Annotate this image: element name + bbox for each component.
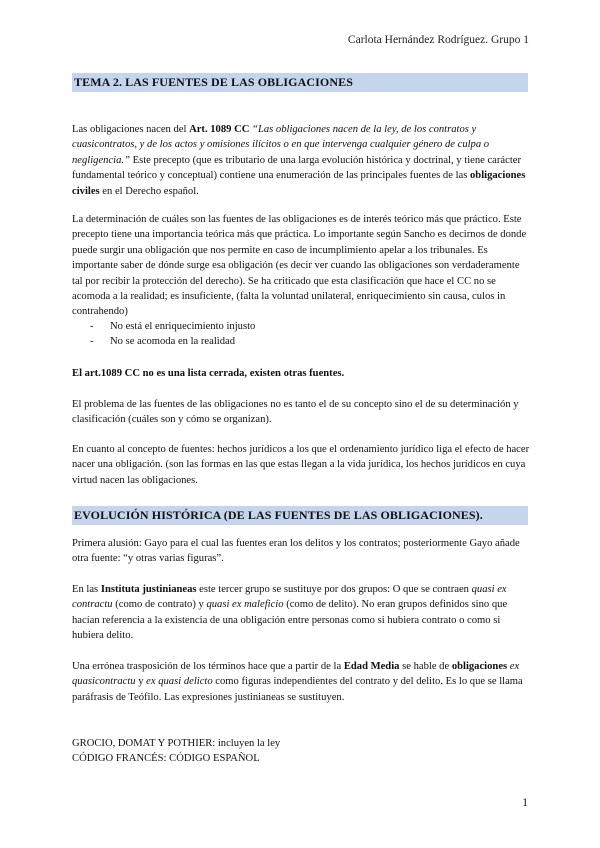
paragraph-problema-fuentes: El problema de las fuentes de las obligaciones no es tanto el de su concepto sino el de su determinación y clasificación (cuáles son y cómo se organizan).	[72, 399, 519, 426]
p1-text-1: Las obligaciones nacen del	[72, 124, 190, 135]
list-item	[90, 319, 510, 334]
p7-italic-maleficio: quasi ex maleficio	[206, 599, 284, 611]
p8-italic-quasi-delicto: ex quasi delicto	[146, 676, 213, 688]
page-number: 1	[522, 797, 528, 809]
paragraph-instituta	[72, 582, 530, 644]
paragraph-lista-abierta: El art.1089 CC no es una lista cerrada, existen otras fuentes.	[72, 368, 345, 379]
p8-italic-quasicontractu: ex quasicontractu	[72, 661, 520, 688]
p7-text-3: (como de contrato) y	[112, 599, 207, 611]
p7-text-2: este tercer grupo se sustituye por dos grupos: O que se contraen	[196, 584, 472, 595]
p8-text-5: como figuras independientes del contrato y del delito. Es lo que se llama paráfrasis de Teófilo. Las expresiones justinianeas se sustituyen.	[72, 676, 523, 703]
bullet-dash: -	[90, 321, 94, 332]
list-item	[90, 334, 510, 349]
p8-bold-obligaciones: obligaciones	[451, 661, 508, 672]
section-heading-fuentes: TEMA 2. LAS FUENTES DE LAS OBLIGACIONES	[72, 73, 528, 92]
page-header-author: Carlota Hernández Rodríguez. Grupo 1	[347, 34, 529, 46]
p1-bold-article: Art. 1089 CC	[189, 124, 250, 135]
p7-italic-contractu: quasi ex contractu	[72, 584, 507, 611]
p8-text-1: Una errónea trasposición de los términos hace que a partir de la	[72, 661, 344, 672]
p1-italic-quote: “Las obligaciones nacen de la ley, de los contratos y cuasicontratos, y de los actos y omisiones ilícitos o en que intervenga cualquier género de culpa o negligencia.”	[72, 124, 490, 166]
paragraph-codigos	[72, 736, 530, 767]
paragraph-edad-media	[72, 659, 530, 705]
paragraph-art-1089	[72, 122, 530, 199]
p8-bold-edad-media: Edad Media	[343, 661, 400, 672]
p8-text-4: y	[135, 676, 147, 688]
p9-line-1: GROCIO, DOMAT Y POTHIER: incluyen la ley	[72, 738, 281, 749]
p7-bold-instituta: Instituta justinianeas	[100, 584, 197, 595]
paragraph-determinacion: La determinación de cuáles son las fuentes de las obligaciones es de interés teórico más que práctico. Este precepto tiene una importancia teórica más que práctica. Lo importante según Sancho es decirnos de donde puede surgir una obligación que nos permite en caso de incumplimiento apelar a los tribunales. Es importante saber de dónde surge esa obligación (es decir ver cuando las obligaciones son verdaderamente tal por recibir la protección del derecho). Se ha criticado que esta clasificación que hace el CC no se acomoda a la realidad; es insuficiente, (falta la voluntad unilateral, enriquecimiento sin causa, culos in contrahendo)	[72, 214, 527, 318]
p7-text-1: En las	[72, 584, 101, 595]
p1-text-3: en el Derecho español.	[99, 185, 199, 197]
list-item-text: No está el enriquecimiento injusto	[110, 321, 256, 332]
bullet-list	[90, 319, 510, 350]
p9-line-2: CÓDIGO FRANCÉS: CÓDIGO ESPAÑOL	[72, 753, 260, 765]
paragraph-gayo: Primera alusión: Gayo para el cual las fuentes eran los delitos y los contratos; posteriormente Gayo añade otra fuente: “y otras varias figuras”.	[72, 538, 520, 565]
p1-bold-civiles: obligaciones civiles	[72, 170, 526, 197]
p1-text-2: Este precepto (que es tributario de una larga evolución histórica y doctrinal, y tiene carácter fundamental teórico y conceptual) contiene una enumeración de las principales fuentes de las	[72, 154, 521, 182]
section-heading-evolucion: EVOLUCIÓN HISTÓRICA (DE LAS FUENTES DE LAS OBLIGACIONES).	[72, 506, 528, 525]
list-item-text: No se acomoda en la realidad	[110, 336, 236, 348]
bullet-dash: -	[90, 336, 94, 348]
paragraph-concepto-fuentes: En cuanto al concepto de fuentes: hechos jurídicos a los que el ordenamiento jurídico liga el efecto de hacer nacer una obligación. (son las formas en las que estas llegan a la vida jurídica, los hechos jurídicos en cuya virtud nacen las obligaciones.	[72, 444, 530, 486]
p8-text-2: se hable de	[399, 661, 452, 672]
p7-text-4: (como de delito). No eran grupos definidos sino que hacían referencia a la existencia de una obligación entre personas como si hubiera contrato o como si hubiera delito.	[72, 599, 508, 642]
